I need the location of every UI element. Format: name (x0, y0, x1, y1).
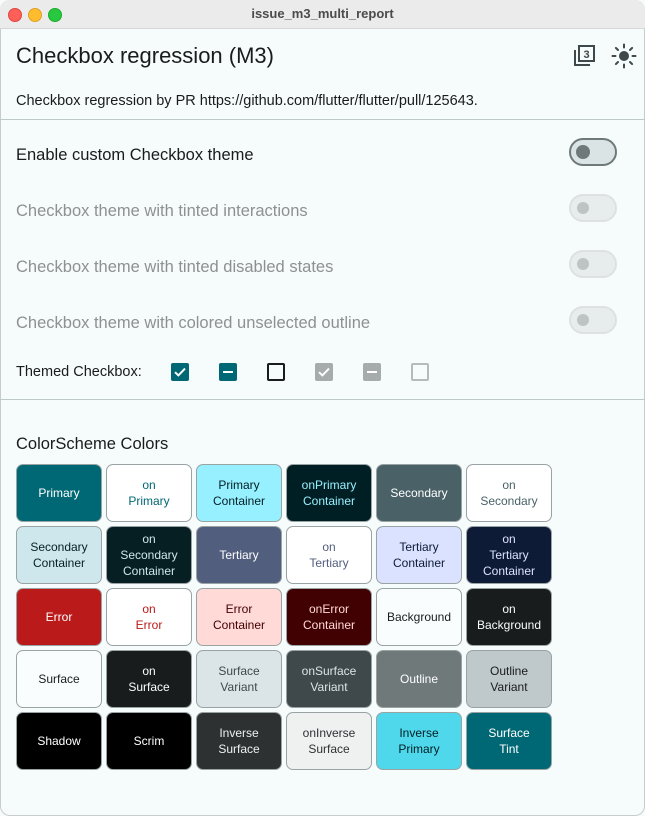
checkbox-unchecked-disabled (411, 363, 429, 381)
color-swatch: onSurface Variant (286, 650, 372, 708)
color-swatch: on Surface (106, 650, 192, 708)
dash-icon (219, 363, 237, 381)
color-swatch: Tertiary Container (376, 526, 462, 584)
color-swatch: Inverse Surface (196, 712, 282, 770)
filter-3-icon (571, 42, 599, 70)
color-swatch: onError Container (286, 588, 372, 646)
color-swatch: Primary (16, 464, 102, 522)
switch-row-tinted-interactions (16, 194, 617, 230)
check-icon (315, 363, 333, 381)
switch-thumb (577, 258, 589, 270)
divider (0, 119, 645, 120)
switch-row-custom-theme[interactable] (16, 138, 617, 174)
color-swatch: Background (376, 588, 462, 646)
color-swatch: on Secondary Container (106, 526, 192, 584)
color-swatch: on Tertiary Container (466, 526, 552, 584)
switch-label: Enable custom Checkbox theme (16, 146, 254, 164)
color-swatch: on Tertiary (286, 526, 372, 584)
switch-thumb (576, 145, 590, 159)
color-swatch: onInverse Surface (286, 712, 372, 770)
check-icon (171, 363, 189, 381)
color-swatch: Shadow (16, 712, 102, 770)
color-swatch: Scrim (106, 712, 192, 770)
color-swatch: Tertiary (196, 526, 282, 584)
switch-label: Checkbox theme with tinted interactions (16, 202, 308, 220)
color-swatch: Outline (376, 650, 462, 708)
checkbox-checked[interactable] (171, 363, 189, 381)
brightness-icon (610, 42, 638, 70)
checkbox-indeterminate[interactable] (219, 363, 237, 381)
checkbox-indeterminate-disabled (363, 363, 381, 381)
color-swatch: on Secondary (466, 464, 552, 522)
brightness-button[interactable] (610, 42, 638, 70)
window-title: issue_m3_multi_report (251, 6, 394, 21)
color-swatch: Error Container (196, 588, 282, 646)
description-text: Checkbox regression by PR https://github.com/flutter/flutter/pull/125643. (16, 93, 478, 109)
dash-icon (363, 363, 381, 381)
color-swatch: Secondary Container (16, 526, 102, 584)
tinted-interactions-switch (569, 194, 617, 222)
color-swatch: Outline Variant (466, 650, 552, 708)
switch-thumb (577, 202, 589, 214)
switch-row-tinted-disabled (16, 250, 617, 286)
color-swatch: Error (16, 588, 102, 646)
color-swatch: on Background (466, 588, 552, 646)
color-swatch: on Error (106, 588, 192, 646)
svg-text:3: 3 (583, 49, 590, 61)
switch-row-colored-outline (16, 306, 617, 342)
color-swatch: onPrimary Container (286, 464, 372, 522)
themed-checkbox-label: Themed Checkbox: (16, 364, 142, 380)
color-swatch: Surface (16, 650, 102, 708)
color-scheme-title: ColorScheme Colors (16, 435, 169, 453)
color-swatch: Surface Variant (196, 650, 282, 708)
color-swatch-grid (16, 464, 556, 770)
filter-3-button[interactable] (571, 42, 599, 70)
title-bar (0, 0, 645, 29)
divider (0, 399, 645, 400)
color-swatch: Inverse Primary (376, 712, 462, 770)
switch-label: Checkbox theme with colored unselected outline (16, 314, 371, 332)
checkbox-checked-disabled (315, 363, 333, 381)
color-swatch: on Primary (106, 464, 192, 522)
custom-theme-switch[interactable] (569, 138, 617, 166)
page-title: Checkbox regression (M3) (16, 43, 274, 68)
checkbox-unchecked[interactable] (267, 363, 285, 381)
color-swatch: Surface Tint (466, 712, 552, 770)
switch-label: Checkbox theme with tinted disabled states (16, 258, 334, 276)
color-swatch: Primary Container (196, 464, 282, 522)
switch-thumb (577, 314, 589, 326)
tinted-disabled-switch (569, 250, 617, 278)
color-swatch: Secondary (376, 464, 462, 522)
colored-outline-switch (569, 306, 617, 334)
